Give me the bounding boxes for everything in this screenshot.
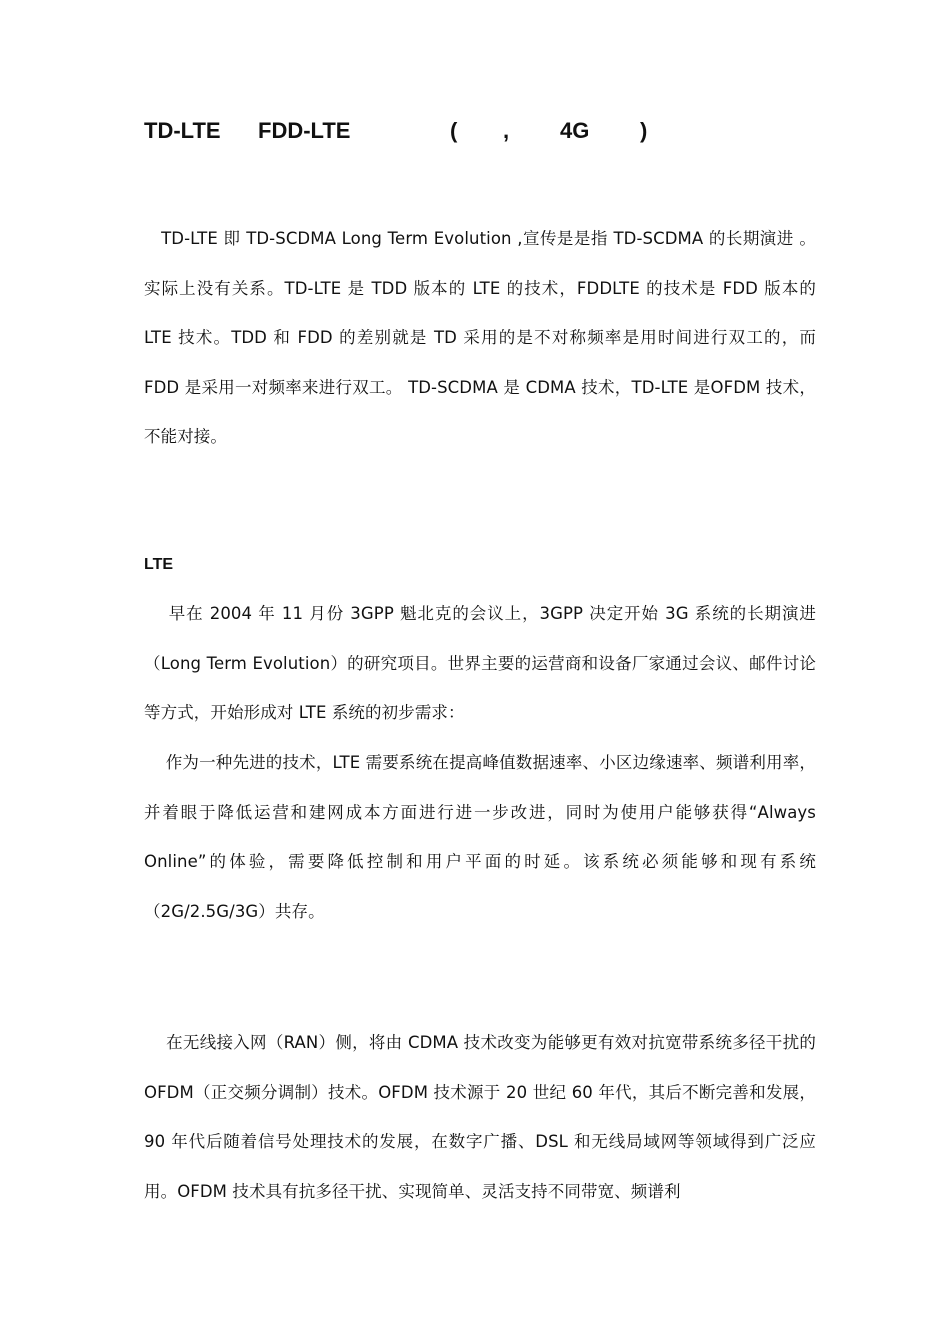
title-td-lte: TD-LTE: [144, 118, 221, 143]
section-heading-lte: LTE: [144, 556, 174, 573]
lte-paragraph-requirements: 作为一种先进的技术，LTE 需要系统在提高峰值数据速率、小区边缘速率、频谱利用率，并着眼于降低运营和建网成本方面进行进一步改进，同时为使用户能够获得“Always Online”的体验，需要降低控制和用户平面的时延。该系统必须能够和现有系统（2G/2.5G/3G）共存。: [144, 753, 822, 921]
lte-paragraph-origin: 早在 2004 年 11 月份 3GPP 魁北克的会议上，3GPP 决定开始 3G 系统的长期演进（Long Term Evolution）的研究项目。世界主要的运营商和设备厂家通过会议、邮件讨论等方式，开始形成对 LTE 系统的初步需求：: [144, 604, 816, 722]
ofdm-paragraph: 在无线接入网（RAN）侧，将由 CDMA 技术改变为能够更有效对抗宽带系统多径干扰的 OFDM（正交频分调制）技术。OFDM 技术源于 20 世纪 60 年代，其后不断完善和发展，90 年代后随着信号处理技术的发展，在数字广播、DSL 和无线局域网等领域得到广泛应用。OFDM 技术具有抗多径干扰、实现简单、灵活支持不同带宽、频谱利: [144, 1033, 822, 1201]
title-fdd-lte: FDD-LTE: [258, 118, 351, 143]
intro-paragraph: TD-LTE 即 TD-SCDMA Long Term Evolution ,宣传是是指 TD-SCDMA 的长期演进 。 实际上没有关系。TD-LTE 是 TDD 版本的 LTE 的技术，FDDLTE 的技术是 FDD 版本的 LTE 技术。TDD 和 FDD 的差别就是 TD 采用的是不对称频率是用时间进行双工的，而 FDD 是采用一对频率来进行双工。 TD-SCDMA 是 CDMA 技术，TD-LTE 是OFDM 技术，不能对接。: [144, 229, 822, 446]
title-comma: ,: [503, 118, 510, 143]
title-4g: 4G: [560, 118, 590, 143]
title-open-paren: (: [450, 118, 458, 143]
title-close-paren: ): [640, 118, 648, 143]
document-title: [0, 118, 950, 148]
